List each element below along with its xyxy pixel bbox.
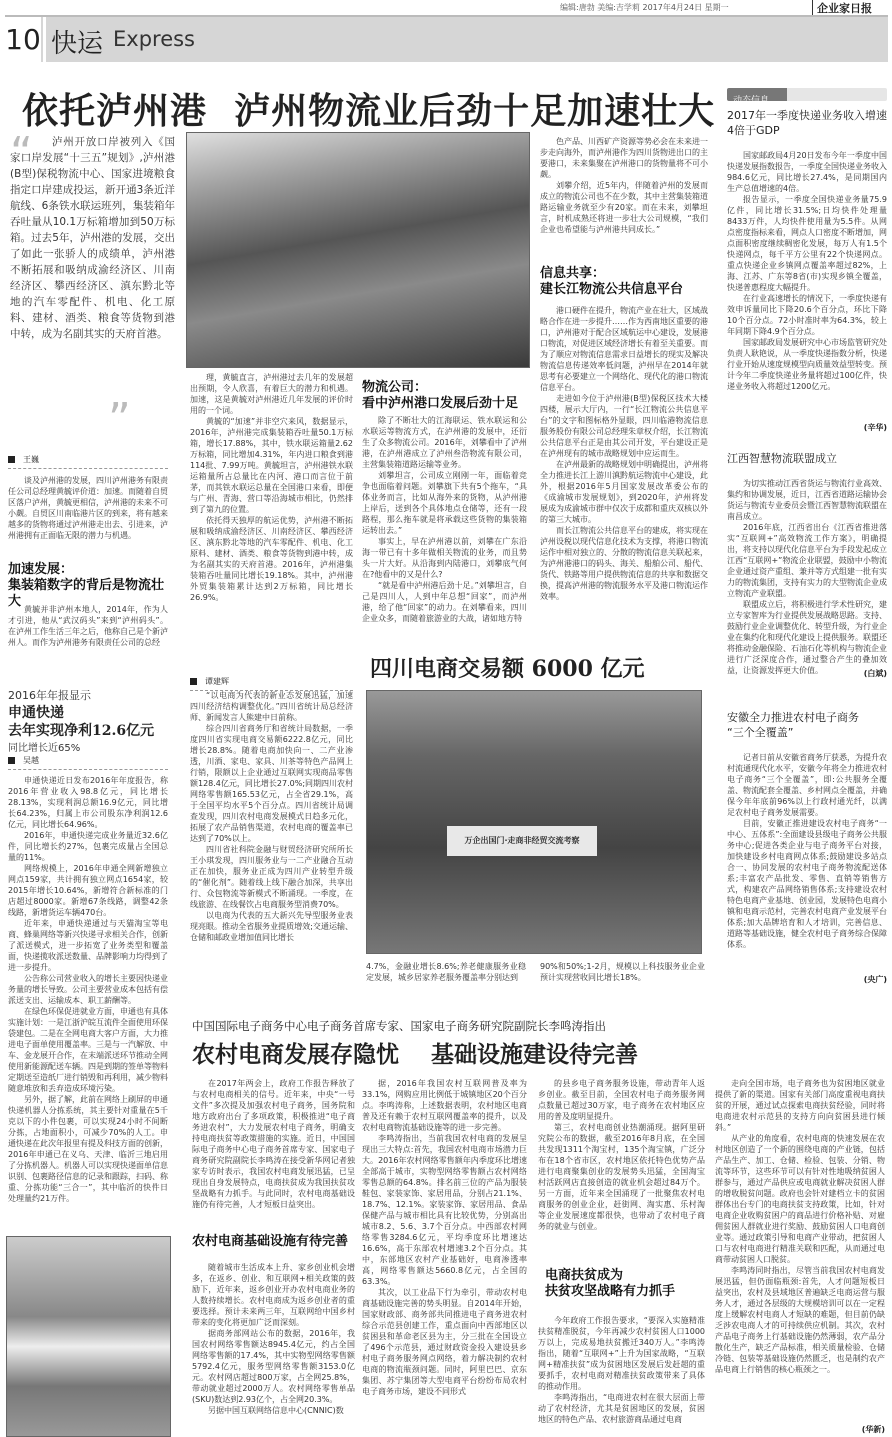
subheading-line: 加速发展： — [8, 562, 74, 577]
close-quote-icon: ” — [108, 394, 131, 445]
paragraph: “以电商为代表的新业态发展迅猛，加速四川经济结构调整优化。”四川省统计局总经济师、新闻发言人熊建中日前称。 — [190, 691, 353, 722]
paragraph: 理，黄毓直言，泸州港过去几年的发展超出预期，令人欣喜，有着巨大的潜力和机遇。加速，这是黄毓对泸州港近几年发展的评价时用的一个词。 — [190, 373, 353, 415]
article-body — [538, 1078, 705, 1258]
subheadline: 同比增长近65% — [8, 743, 81, 754]
news-title — [727, 710, 887, 740]
open-quote-icon: “ — [10, 128, 33, 179]
paragraph: 申通快递近日发布2016年年度报告，称2016年营业收入98.8亿元，同比增长28.13%，实现利润总额16.9亿元，同比增长64.23%，归属上市公司股东净利润12.6亿元，同比增长64.96%。 — [8, 776, 168, 829]
news-title-line: 安徽全力推进农村电子商务 — [727, 711, 859, 724]
article-body — [540, 305, 708, 645]
subheading-line: 建长江物流公共信息平台 — [540, 282, 684, 297]
paragraph: 李鸣涛指出，“电商进农村在很大层面上带动了农村经济，尤其是贫困地区的发展，贫困地区的特色产品、农村旅游商品通过电商 — [538, 1393, 705, 1424]
paragraph: 港口硬件在提升，物流产业在壮大，区域战略合作在进一步提升……作为西南地区重要的港口，泸州港对于配合区域航运中心建设，发展港口物流，对促进区域经济增长有着至关重要。而为了顺应对物流信息需求日益增长的现实及解决物流信息传递效率低问题，泸州早在2014年就思考有必要建立一个网络化、现代化的港口物流信息平台。 — [540, 306, 708, 392]
article-body — [192, 1078, 355, 1223]
article-body — [192, 1262, 355, 1437]
news-title: 2017年一季度快递业务收入增速4倍于GDP — [727, 109, 887, 137]
paragraph: 李鸣涛指出，当前我国农村电商的发展呈现出三大特点:首先，我国农村电商市场潜力巨大。2016年农村网络零售额年内季度环比增速全部高于城市，实物型网络零售额占农村网络零售总额的64.8%。排名前三位的产品为服装鞋包、家装家饰、家居用品，分别占21.1%、18.7%、12.1%。家装家饰、家居用品、食品保健产品与城市相比具有比较优势，分别高出城市8.2、5.6、3.7个百分点。中西部农村网络零售3284.6亿元，平均季度环比增速达16.6%，高于东部农村增速3.2个百分点。其中，东部地区农村产业基础好，电商渗透率高，网络零售额达5660.8亿元，占全国的63.3%。 — [362, 1134, 527, 1286]
paragraph: 的县乡电子商务服务设施，带动青年人返乡创业。截至目前，全国农村电子商务服务网点数量已超过30万家，电子商务在农村地区应用的普及度明显提升。 — [538, 1079, 705, 1121]
paragraph: 据商务部网站公布的数据，2016年，我国农村网络零售额达8945.4亿元，约占全国网络零售额的17.4%，其中实物型网络零售额5792.4亿元，服务型网络零售额3153.0亿元。农村网店超过800万家，占全网25.8%，带动就业超过2000万人。农村网络零售单品(SKU)数达到2.93亿个，占全网20.3%。 — [192, 1329, 355, 1404]
byline — [8, 454, 168, 469]
pull-quote: 泸州开放口岸被列入《国家口岸发展“十三五”规划》,泸州港(B型)保税物流中心、国家进境粮食指定口岸建成投运，新开通3条近洋航线、6条铁水联运班列，集装箱年吞吐量从10.1万标箱增加到50万标箱。过去5年，泸州港的发展，交出了如此一张骄人的成绩单，泸州港不断拓展和吸纳成渝经济区、川南经济区、攀西经济区、滇东黔北等地的汽车零配件、机电、化工原料、建材、酒类、粮食等货物到港中转，成为名副其实的天府首港。 — [10, 136, 175, 340]
kicker: 2016年年报显示 — [8, 689, 91, 702]
sidebar-tag — [727, 88, 887, 106]
news-body — [727, 150, 887, 420]
subheading-accel — [8, 562, 173, 610]
headline: 农村电商发展存隐忧 基础设施建设待完善 — [192, 1041, 639, 1068]
author: 王巍 — [23, 455, 39, 464]
paragraph: 四川省社科院金融与财贸经济研究所所长王小琪发现，四川服务业与一二产业融合互动正在加快，服务业正成为四川产业转型升级的“催化剂”。随着线上线下融合加深，共享出行、众包物流等新模式不断涌现。一季度，在线旅游、在线餐饮占电商服务型消费70%。 — [190, 845, 353, 909]
caption — [366, 961, 526, 983]
article-body — [715, 1078, 885, 1423]
headline: 申通快递 — [8, 705, 64, 721]
paragraph: 在2017年两会上，政府工作报告释放了与农村电商相关的信号。近年来，中央“一号文件”多次提及加强农村电子商务，国务院和地方政府出台了多项政策，积极推进“电子商务进农村”，大力发展农村电子商务，明确支持电商扶贫等政策措施的实施。近日，中国国际电子商务中心电子商务首席专家、国家电子商务研究院副院长李鸣涛在接受新华网记者独家专访时表示，我国农村电商发展迅猛，已呈现出自身发展特点，电商扶贫成为我国扶贫攻坚战略有力抓手。与此同时，农村电商基础设施仍有待完善，人才短板日益突出。 — [192, 1079, 355, 1209]
paragraph: 从产业的角度看，农村电商的快速发展在农村地区创造了一个新的围绕电商的产业链，包括产品生产、加工、仓储、检验、包装、分销、物流等环节，这些环节可以有针对性地吸纳贫困人群参与，通过产品供应或电商就业解决贫困人群的增收脱贫问题。政府也会针对建档立卡的贫困群体出台专门的电商扶贫支持政策，比如，针对电商企业收购贫困户的商品进行价格补贴、对雇佣贫困人群就业进行奖励、鼓励贫困人口电商创业等。通过政策引导和电商产业带动，把贫困人口与农村电商进行精准关联和匹配，从而通过电商带动贫困人口脱贫。 — [715, 1134, 885, 1264]
headline: 去年实现净利12.6亿元 — [8, 723, 155, 739]
article-body — [8, 604, 168, 650]
article-body — [8, 775, 168, 1233]
caption-text: 4.7%，金融业增长8.6%;养老健康服务业稳定发展，城乡居家养老服务覆盖率分别达到 — [366, 962, 526, 982]
paragraph: 目前，安徽正推进建设农村电子商务“一中心、五体系”:全面建设县级电子商务公共服务中心;促进各类企业与电子商务平台对接，加快建设乡村电商网点体系;鼓励建设多站点合一、协同发展的农村电子商务物流配送体系;丰富农产品批发、零售、直销等销售方式，构建农产品网络销售体系;支持建设农村特色电商产业基地、创业园，发展特色电商小镇和电商示范村，完善农村电商产业发展平台体系;加大品牌培育和人才培训，完善信息、道路等基础设施，健全农村电子商务综合保障体系。 — [727, 819, 887, 949]
main-headline: 依托泸州港 泸州物流业后劲十足加速壮大 — [22, 90, 716, 132]
banner-in-photo: 万企出国门·走商非经贸交流考察 — [447, 826, 597, 856]
paragraph: 2016年底，江西省出台《江西省推进落实“互联网+”高效物流工作方案》，明确提出，将支持以现代化信息平台为手段发起成立江西“互联网+”物流企业联盟，鼓励中小物流企业通过资产重组、兼并等方式组建一批有实力的物流集团，支持有实力的大型物流企业成立物流产业联盟。 — [727, 523, 887, 598]
section-banner — [5, 15, 888, 62]
article-body — [8, 475, 168, 541]
news-body — [727, 752, 887, 972]
subheading-line: 扶贫攻坚战略有力抓手 — [545, 1284, 676, 1299]
paragraph: 而长江物流公共信息平台的建成，将实现在泸州设税以现代信息化技术为支撑，将港口物流运作中相对独立的、分散的物流信息关联起来，为泸州港港口的码头、海关、船舶公司、船代、货代、铁路等用户提供物流信息的共享和数据交换，提高泸州港的物流服务水平及港口物流运作效率。 — [540, 526, 708, 601]
subheading-line: 物流公司： — [362, 380, 428, 395]
paragraph: 报告显示，一季度全国快递业务量75.9亿件，同比增长31.5%;日均快件处理量8433万件，人均快件使用量为5.5件。从网点密度指标来看，网点人口密度不断增加，网点面积密度继续稠密化发展，每万人有1.5个快递网点，每千平方公里有22个快递网点。重点快递企业乡镇网点覆盖率超过82%，上海、江苏、广东等8省(市)实现乡镇全覆盖，快递普惠程度大幅提升。 — [727, 195, 887, 292]
paragraph: 依托得天独厚的航运优势，泸州港不断拓展和吸纳成渝经济区、川南经济区、攀西经济区、滇东黔北等地的汽车零配件、机电、化工原料、建材、酒类、粮食等货物到港中转，成为名副其实的天府首港。2016年，泸州港集装箱吞吐量同比增长19.18%。其中，泸州港外贸集装箱累计达到2万标箱，同比增长26.9%。 — [190, 516, 353, 602]
paragraph: 黄毓的“加速”并非空穴来风，数据显示，2016年，泸州港完成集装箱吞吐量50.1万标箱，增长17.88%，其中，铁水联运箱量2.62万标箱，同比增加4.31%，年内进口粮食到港114批、7.99万吨。黄毓坦言，泸州港铁水联运箱量所占总量比在内河、港口而言位于前茅，而其铁水联运总量在全国港口来看，即便与广州、青海、营口等沿海城市相比，仍然排到了第九的位置。 — [190, 417, 353, 514]
news-title-line: “三个全覆盖” — [727, 726, 794, 739]
subheading-company — [362, 380, 532, 412]
page-number: 10 — [5, 17, 41, 62]
paragraph: 2016年，申通快递完成业务量近32.6亿件，同比增长约27%，包裹完成量占全国总量的11%。 — [8, 831, 168, 862]
article-body — [362, 415, 527, 623]
paragraph: 为切实推动江西省货运与物流行业高效、集约和协调发展，近日，江西省道路运输协会货运与物流专业委员会暨江西智慧物流联盟在南昌成立。 — [727, 479, 887, 521]
byline — [190, 676, 353, 691]
edition-info: 编辑:唐勃 美编:吉学莉 2017年4月24日 星期一 — [560, 3, 729, 12]
news-source: (辛华) — [863, 423, 887, 432]
news-source: (白斌) — [863, 669, 887, 678]
exhibition-photo — [366, 690, 702, 954]
port-photo — [186, 132, 530, 368]
kicker: 中国国际电子商务中心电子商务首席专家、国家电子商务研究院副院长李鸣涛指出 — [192, 1019, 606, 1033]
section-title: 快运 — [51, 29, 104, 59]
article-body — [540, 136, 708, 256]
paragraph: 色产品、川西矿产资源等势必会在未来进一步走向海外，而泸州港作为四川货物进出口的主要港口，未来集聚在泸州港口的货物量将不可小觑。 — [540, 137, 708, 179]
paragraph: 今年政府工作报告要求，“要深入实施精准扶贫精准脱贫，今年再减少农村贫困人口1000万以上，完成易地扶贫搬迁340万人。”李鸣涛指出，随着“互联网+”上升为国家战略，“互联网+精准扶贫”成为贫困地区发展后发赶超的重要抓手，农村电商对精准扶贫政策带来了具体的推动作用。 — [538, 1316, 705, 1391]
newspaper-name: 企业家日报 — [812, 0, 872, 16]
subheading-line: 电商扶贫成为 — [545, 1268, 624, 1283]
paragraph: 记者日前从安徽省商务厅获悉，为提升农村流通现代化水平，安徽今年将全力推进农村电子商务“三个全覆盖”，即:公共服务全覆盖、物流配套全覆盖、乡村网点全覆盖，并确保今年年底前96%以上行政村通光纤，以满足农村电子商务发展需要。 — [727, 753, 887, 817]
paragraph: 刘攀介绍，近5年内，伴随着泸州的发展而成立的物流公司也不在少数，其中主营集装箱道路运输业务就至少有20家。而在未来，刘攀坦言，时机成熟还将进一步壮大公司规模，“我们企业也希望能与泸州港共同成长。” — [540, 181, 708, 234]
article-body — [538, 1315, 705, 1437]
article-body — [190, 372, 353, 602]
author: 谭建辉 — [205, 677, 229, 686]
subheading: 农村电商基础设施有待完善 — [192, 1234, 349, 1249]
paragraph: 国家邮政局4月20日发布今年一季度中国快递发展指数报告，一季度全国快递业务收入984.6亿元，同比增长27.4%，是同期国内生产总值增速的4倍。 — [727, 151, 887, 193]
paragraph: 其次，以工业品下行为牵引，带动农村电商基础设施完善的势头明显。自2014年开始，国家财政部、商务部共同推进电子商务进农村综合示范县创建工作，重点面向中西部地区以贫困县和革命老区县为主，分三批在全国设立了496个示范县，通过财政资金投入建设县乡村电子商务服务网点网络，着力解决制约农村电商的物流瓶颈问题。同时，阿里巴巴、京东集团、苏宁集团等大型电商平台纷纷布局农村电子商务市场，建设不同形式 — [362, 1288, 527, 1396]
paragraph: 黄毓并非泸州本地人，2014年，作为人才引进，他从“武汉码头”来到“泸州码头”。在泸州工作生活三年之后，他称自己是个新泸州人。而作为泸州港务有限责任公司的总经 — [8, 605, 168, 647]
article-body — [362, 1078, 527, 1437]
paragraph: 第三，农村电商创业热潮涌现。据阿里研究院公布的数据，截至2016年8月底，在全国共发现1311个淘宝村，135个淘宝镇，广泛分布在18个省市区，农村地区依托特色优势产品进行电商聚集创业的发展势头迅猛，全国淘宝村活跃网店直接创造的就业机会超过84万个。另一方面，近年来全国涌现了一批聚焦农村电商服务的创业企业，赶街网、淘实惠、乐村淘等企业发展速度都很快，也带动了农村电子商务的就业与创业。 — [538, 1123, 705, 1231]
news-source: (央广) — [863, 975, 887, 984]
paragraph: 网络规模上，2016年申通全网新增独立网点159家，共计拥有独立网点1654家，较2015年增长10.64%，新增符合新标准的门店超过8000家。新增67条线路，调整42条线路，新增货运车辆470台。 — [8, 864, 168, 917]
paragraph: 刘攀坦言，公司成立刚刚一年，面临着竞争也面临着问题。刘攀旗下共有5个拖车，“具体业务而言，比如从海外来的货物，从泸州港上岸后，送到各个具体地点仓储等，还有一段路程，那么拖车就是将承载这些货物的集装箱运转出去。” — [362, 471, 527, 535]
paragraph: 事实上，早在泸州港以前，刘攀在广东沿海一带已有十多年做相关物流的业务，而且势头一片大好。从沿海到内陆港口，刘攀底气何在?他看中的又是什么? — [362, 537, 527, 579]
paragraph: 在行业高速增长的情况下，一季度快递有效申诉量同比下降20.6个百分点，环比下降10个百分点。72小时准时率为64.3%，较上年同期下降4.9个百分点。 — [727, 294, 887, 336]
subheading-line: 看中泸州港口发展后劲十足 — [362, 396, 519, 411]
subheading-line: 集装箱数字的背后是物流壮大 — [8, 578, 165, 609]
paragraph: 在绿色环保促进就业方面，申通也有具体实施计划：一是江浙沪皖互流件全面使用环保袋建包。二是在全网电商大客户方面，大力推进电子面单使用覆盖率。三是与一汽解放、中车、金龙展开合作，在末端派送环节推动全网使用新能源配送车辆。四是到期的签单等物料定期送至造纸厂进行销毁和再利用，减少物料随意堆放和丢弃造成环境污染。 — [8, 1007, 168, 1093]
paragraph: 国家邮政局发展研究中心市场监管研究处负责人耿艳说，从一季度快递指数分析，快递行业开始从速度规模型向质量效益型转变。预计今年二季度快递业务量将超过100亿件，快递业务收入将超过1200亿元。 — [727, 338, 887, 391]
paragraph: 走进如今位于泸州港(B型)保税区技术大楼四楼，展示大厅内，一行“长江物流公共信息平台”的文字和图标格外显眼，四川临港物流信息服务股份有限公司总经理朱章权介绍，长江物流公共信息平台正是由其公司开发，平台建设正是在泸州现有的城市战略规划中应运而生。 — [540, 394, 708, 458]
paragraph: “就是看中泸州港后劲十足。”刘攀坦言，自己是四川人，人到中年总想“回家”，而泸州港，给了他“回家”的动力。在刘攀看来，四川企业众多，而随着旅游业的大战，诸如地方特 — [362, 581, 527, 623]
paragraph: 走向全国市场，电子商务也为贫困地区就业提供了新的渠道。国家有关部门高度重视电商扶贫的开展，通过试点探索电商扶贫经验，同时将电商进农村示范县的支持方向向贫困县进行倾斜。” — [715, 1079, 885, 1132]
paragraph: 综合四川省商务厅和省统计局数据，一季度四川省实现电商交易额6222.8亿元，同比增长28.8%。随着电商加快向一、二产业渗透，川酒、家电、家具、川茶等特色产品网上行销，限额以上企业通过互联网实现商品零售额128.4亿元，同比增长27.0%;同期四川农村网络零售额165.53亿元，占全省29.1%，高于全国平均水平5个百分点。四川省统计局调查发现，四川农村电商发展模式日趋多元化，拓展了农产品销售渠道，农村电商的覆盖率已达到了70%以上。 — [190, 724, 354, 843]
caption-text: 90%和50%;1-2月，规模以上科技服务业企业预计实现营收同比增长18%。 — [540, 962, 705, 982]
author: 吴越 — [23, 756, 39, 765]
subheading-info — [540, 266, 710, 298]
paragraph: 联盟成立后，将积极进行学术性研究，建立专家智库为行业提供发展战略思路。支持、鼓励行业企业调整优化、转型升级，为行业企业在集约化和现代化建设上提供服务。联盟还将推动金融保险、石油石化等机构与物流企业进行广泛深度合作，通过整合产生的叠加效益，让资源发挥更大价值。 — [727, 600, 887, 675]
paragraph: 李鸣涛同时指出，尽管当前我国农村电商发展迅猛，但仍面临瓶颈:首先，人才问题短板日益突出，农村及县域地区普遍缺乏电商运营与服务人才，通过各层级的大规模培训可以在一定程度上缓解农村电商人才短缺的难题，但目前仍缺乏涉农电商人才的可持续供应机制。其次，农村产品电子商务上行基础设施仍然薄弱，农产品分散化生产，缺乏产品标准，相关质量检验、仓储冷链、包装等基础设施仍然匮乏，也是制约农产品电商上行销售的核心瓶颈之一。 — [715, 1266, 885, 1374]
paragraph: 公告称公司营业收入的增长主要因快递业务量的增长导致。公司主要营业成本包括有偿派送支出、运输成本、职工薪酬等。 — [8, 974, 168, 1005]
paragraph: 随着城市生活成本上升、家乡创业机会增多，在返乡、创业、和互联网+相关政策的鼓励下，近年来，返乡创业开办农村电商业务的人数持续增长。农村电商成为返乡创业者的重要选择。预计未来两三年，互联网给中国乡村带来的变化将更加广泛而深刻。 — [192, 1263, 355, 1327]
paragraph: 另据中国互联网络信息中心(CNNIC)数 — [208, 1406, 344, 1415]
paragraph: 以电商为代表的五大新兴先导型服务业表现亮眼。推动全省服务业提质增效;交通运输、仓储和邮政业增加值同比增长 — [190, 911, 353, 942]
subheading-line: 信息共享： — [540, 266, 606, 281]
caption — [540, 961, 705, 983]
byline — [8, 755, 168, 770]
paragraph: 在泸州最新的战略规划中明确提出，泸州将全力推进长江上游川滇黔航运物流中心建设，此外，根据2016年5月国家发展改革委公布的《成渝城市发展规划》，到2020年，泸州将发展成为成渝城市群中仅次于成都和重庆双核以外的第三大城市。 — [540, 460, 708, 524]
section-title-en: Express — [113, 27, 196, 51]
paragraph: 近年来，申通快递通过与天猫淘宝等电商、蜂巢网络等新兴快递寻求相关合作，创新了派送模式，进一步拓宽了业务类型和覆盖面，快递揽收派送数量、品牌影响力均得到了进一步提升。 — [8, 919, 168, 972]
article-body — [190, 690, 353, 1006]
subheading — [545, 1268, 710, 1300]
news-title: 江西智慧物流联盟成立 — [727, 452, 837, 465]
sidebar-tag-label: 动态信息 — [733, 96, 770, 106]
paragraph: 据，2016年我国农村互联网普及率为33.1%，网购应用比例低于城镇地区20个百分点。李鸣涛称，上述数据表明，农村地区电商普及还有赖于农村互联网覆盖率的提升，以及农村电商物流基础设施等的进一步完善。 — [362, 1079, 527, 1132]
paragraph: 另外，据了解，此前在网络上刷屏的申通快递机器人分拣系统，其主要针对重量在5千克以下的小件包裹，可以实现24小时不间断分拣，占地面积小，可减少70%的人工。申通快递在此次年报里有提及科技方面的创新，2016年申通已在义乌、天津、临沂三地启用了分拣机器人。机器人可以实现快递面单信息识别、包裹路径信息的记录和跟踪，扫码、称重、分拣功能“三合一”，其中临沂的快件日处理量约21万件。 — [8, 1095, 168, 1203]
headline: 四川电商交易额 6000 亿元 — [370, 656, 645, 682]
delivery-trucks-photo — [6, 1236, 171, 1437]
paragraph: 除了不断壮大的江海联运、铁水联运和公水联运等物流方式，在泸州港的发展中，还衍生了众多物流公司。2016年，刘攀看中了泸州港，在泸州港成立了泸州叁浩物流有限公司，主营集装箱道路运输等业务。 — [362, 416, 527, 469]
paragraph: 谈及泸州港的发展，四川泸州港务有限责任公司总经理黄毓评价道：加速。而随着自贸区落户泸州，黄毓更相信，泸州港的未来不可小觑。自贸区川南临港片区的到来，将有越来越多的货物将通过泸州港走出去、引进来，泸州港拥有正面临无限的潜力与机遇。 — [8, 476, 168, 540]
divider — [43, 17, 46, 62]
article-source: (华新) — [861, 1425, 885, 1434]
